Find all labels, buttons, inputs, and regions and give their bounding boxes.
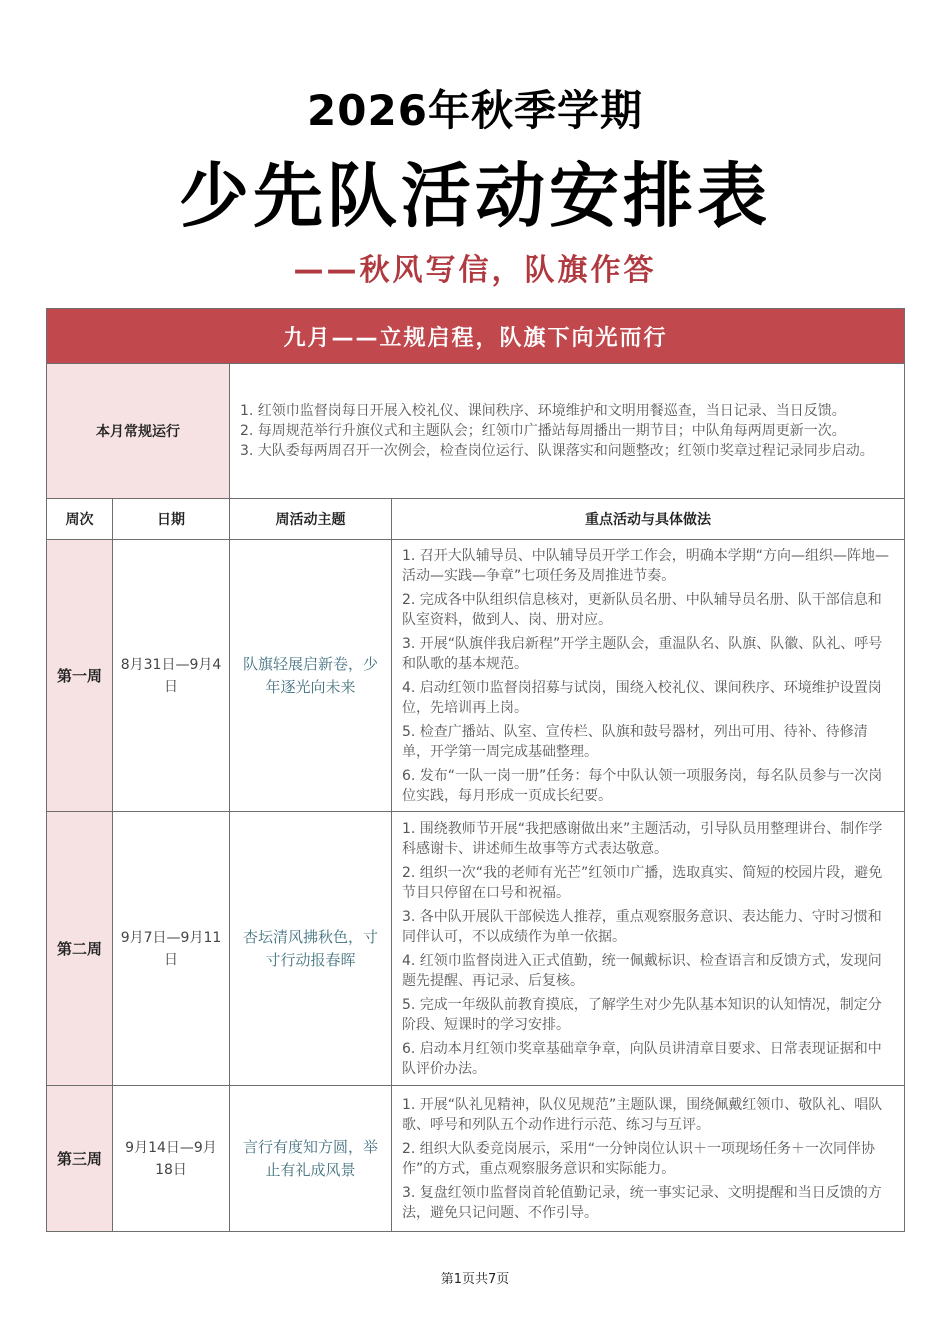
routine-content [230,364,905,499]
week-date: 9月14日—9月18日 [113,1086,230,1232]
activity-item: 6. 发布“一队一岗一册”任务：每个中队认领一项服务岗，每名队员参与一次岗位实践，每月形成一页成长纪要。 [402,767,883,804]
activity-item: 2. 完成各中队组织信息核对，更新队员名册、中队辅导员名册、队干部信息和队室资料，做到人、岗、册对应。 [402,591,882,628]
column-header-row [47,499,905,540]
routine-item: 3. 大队委每两周召开一次例会，检查岗位运行、队课落实和问题整改；红领巾奖章过程记录同步启动。 [240,443,874,459]
title-main: 少先队活动安排表 [179,155,771,237]
activity-item: 4. 红领巾监督岗进入正式值勤，统一佩戴标识、检查语言和反馈方式，发现问题先提醒、再记录、后复核。 [402,952,882,989]
table-row-week-3 [47,1086,905,1232]
week-activities [392,1086,905,1232]
activity-item: 1. 召开大队辅导员、中队辅导员开学工作会，明确本学期“方向—组织—阵地—活动—实践—争章”七项任务及周推进节奏。 [402,547,890,584]
week-activities [392,540,905,812]
title-year: 2026年秋季学期 [307,86,643,135]
routine-item: 1. 红领巾监督岗每日开展入校礼仪、课间秩序、环境维护和文明用餐巡查，当日记录、当日反馈。 [240,403,846,419]
activity-item: 2. 组织大队委竞岗展示，采用“一分钟岗位认识＋一项现场任务＋一次同伴协作”的方式，重点观察服务意识和实际能力。 [402,1140,876,1177]
column-header-date: 日期 [113,499,230,540]
routine-row [47,364,905,499]
activity-item: 2. 组织一次“我的老师有光芒”红领巾广播，选取真实、简短的校园片段，避免节目只停留在口号和祝福。 [402,864,883,901]
activity-table [46,308,905,1232]
week-theme: 言行有度知方圆，举止有礼成风景 [230,1086,392,1232]
activity-item: 1. 开展“队礼见精神，队仪见规范”主题队课，围绕佩戴红领巾、敬队礼、唱队歌、呼号和列队五个动作进行示范、练习与互评。 [402,1096,883,1133]
month-title: 九月——立规启程，队旗下向光而行 [47,309,905,364]
title-subtitle: ——秋风写信，队旗作答 [293,253,657,288]
week-theme: 杏坛清风拂秋色，寸寸行动报春晖 [230,812,392,1086]
week-theme: 队旗轻展启新卷，少年逐光向未来 [230,540,392,812]
activity-item: 1. 围绕教师节开展“我把感谢做出来”主题活动，引导队员用整理讲台、制作学科感谢卡、讲述师生故事等方式表达敬意。 [402,820,883,857]
week-date: 8月31日—9月4日 [113,540,230,812]
column-header-theme: 周活动主题 [230,499,392,540]
activity-item: 3. 复盘红领巾监督岗首轮值勤记录，统一事实记录、文明提醒和当日反馈的方法，避免只记问题、不作引导。 [402,1184,882,1221]
week-label: 第三周 [47,1086,113,1232]
activity-item: 3. 各中队开展队干部候选人推荐，重点观察服务意识、表达能力、守时习惯和同伴认可，不以成绩作为单一依据。 [402,908,882,945]
activity-item: 5. 完成一年级队前教育摸底，了解学生对少先队基本知识的认知情况，制定分阶段、短课时的学习安排。 [402,996,882,1033]
column-header-week: 周次 [47,499,113,540]
page-number: 第1页共7页 [440,1272,510,1287]
week-activities [392,812,905,1086]
table-row-week-2 [47,812,905,1086]
activity-item: 4. 启动红领巾监督岗招募与试岗，围绕入校礼仪、课间秩序、环境维护设置岗位，先培训再上岗。 [402,679,882,716]
column-header-activities: 重点活动与具体做法 [392,499,905,540]
activity-item: 3. 开展“队旗伴我启新程”开学主题队会，重温队名、队旗、队徽、队礼、呼号和队歌的基本规范。 [402,635,883,672]
month-header-row [47,309,905,364]
activity-item: 6. 启动本月红领巾奖章基础章争章，向队员讲清章目要求、日常表现证据和中队评价办法。 [402,1040,882,1077]
table-row-week-1 [47,540,905,812]
activity-item: 5. 检查广播站、队室、宣传栏、队旗和鼓号器材，列出可用、待补、待修清单，开学第一周完成基础整理。 [402,723,868,760]
week-label: 第一周 [47,540,113,812]
week-date: 9月7日—9月11日 [113,812,230,1086]
routine-item: 2. 每周规范举行升旗仪式和主题队会；红领巾广播站每周播出一期节目；中队角每两周更新一次。 [240,423,846,439]
routine-label: 本月常规运行 [47,364,230,499]
week-label: 第二周 [47,812,113,1086]
